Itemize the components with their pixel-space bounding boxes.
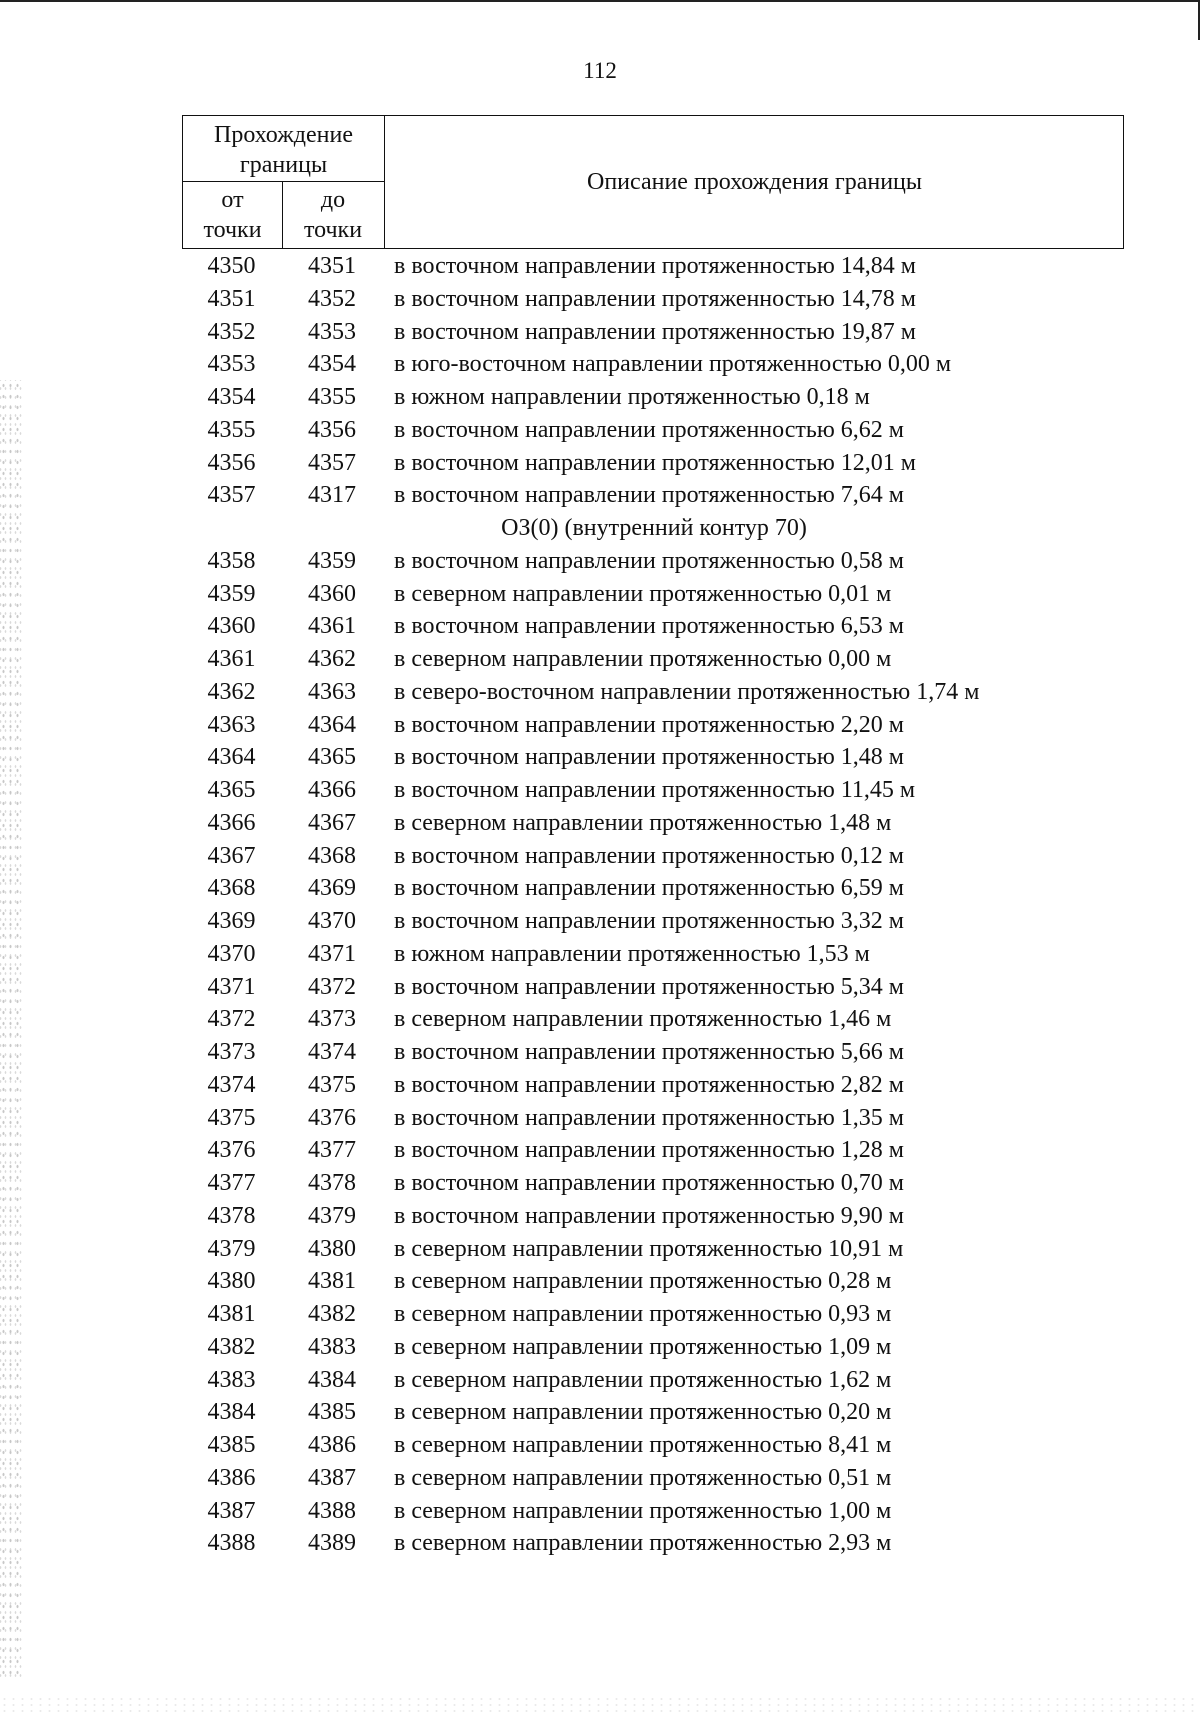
from-point: 4353 xyxy=(207,351,256,378)
from-point: 4359 xyxy=(207,580,256,607)
to-point: 4376 xyxy=(308,1104,356,1131)
page-edge-top xyxy=(0,0,1200,2)
table-row xyxy=(182,676,1124,709)
boundary-description: в южном направлении протяженностью 0,18 м xyxy=(394,384,870,410)
table-row xyxy=(182,741,1124,774)
header-to-point xyxy=(282,182,384,248)
table-row xyxy=(182,348,1124,381)
boundary-description: в восточном направлении протяженностью 1,28 м xyxy=(394,1137,904,1164)
to-point: 4374 xyxy=(308,1039,356,1065)
table-row xyxy=(182,479,1124,512)
table-row xyxy=(182,1167,1124,1200)
from-point: 4367 xyxy=(207,842,256,869)
boundary-description: в восточном направлении протяженностью 1,35 м xyxy=(394,1104,904,1131)
boundary-description: в восточном направлении протяженностью 14,84 м xyxy=(394,253,916,279)
from-point: 4352 xyxy=(207,318,256,345)
table-row xyxy=(182,283,1124,316)
from-point: 4373 xyxy=(207,1039,256,1065)
to-point: 4375 xyxy=(308,1071,356,1098)
to-point: 4362 xyxy=(308,646,356,672)
to-point: 4382 xyxy=(308,1301,356,1327)
from-point: 4364 xyxy=(207,744,256,771)
boundary-description: в северном направлении протяженностью 0,28 м xyxy=(394,1268,892,1295)
from-point: 4360 xyxy=(207,613,256,640)
table-row xyxy=(182,1102,1124,1135)
to-point: 4383 xyxy=(308,1333,356,1360)
table-row xyxy=(182,1036,1124,1069)
from-point: 4378 xyxy=(207,1202,256,1229)
boundary-description: в северном направлении протяженностью 0,20 м xyxy=(394,1399,892,1426)
table-row xyxy=(182,1527,1124,1560)
boundary-description: в северном направлении протяженностью 1,00 м xyxy=(394,1497,892,1524)
header-divider-main xyxy=(384,116,385,248)
boundary-description: в восточном направлении протяженностью 19,87 м xyxy=(394,318,916,345)
table-row xyxy=(182,414,1124,447)
to-point: 4381 xyxy=(308,1268,356,1295)
boundary-description: в северном направлении протяженностью 0,00 м xyxy=(394,646,892,672)
table-row xyxy=(182,250,1124,283)
from-point: 4372 xyxy=(207,1006,256,1033)
from-point: 4386 xyxy=(207,1464,256,1491)
header-to-line2: точки xyxy=(303,217,363,243)
to-point: 4377 xyxy=(308,1137,356,1164)
boundary-description: в восточном направлении протяженностью 3,32 м xyxy=(394,908,904,934)
to-point: 4386 xyxy=(308,1432,356,1458)
to-point: 4361 xyxy=(308,613,356,640)
from-point: 4354 xyxy=(207,384,256,410)
from-point: 4385 xyxy=(207,1432,256,1458)
table-row xyxy=(182,1233,1124,1266)
to-point: 4384 xyxy=(308,1366,356,1393)
to-point: 4370 xyxy=(308,908,356,934)
boundary-description: в северном направлении протяженностью 1,46 м xyxy=(394,1006,892,1033)
boundary-description: в восточном направлении протяженностью 5,66 м xyxy=(394,1039,904,1065)
to-point: 4353 xyxy=(308,318,356,345)
from-point: 4387 xyxy=(207,1497,256,1524)
table-row xyxy=(182,610,1124,643)
header-to-line1: до xyxy=(320,187,346,213)
table-row xyxy=(182,1462,1124,1495)
from-point: 4351 xyxy=(207,285,256,312)
from-point: 4377 xyxy=(207,1170,256,1196)
to-point: 4371 xyxy=(308,940,356,967)
boundary-description: в восточном направлении протяженностью 2,20 м xyxy=(394,711,904,738)
table-row xyxy=(182,774,1124,807)
header-from-line1: от xyxy=(221,187,244,213)
boundary-description: в северном направлении протяженностью 0,51 м xyxy=(394,1464,892,1491)
from-point: 4357 xyxy=(207,482,256,509)
table-row xyxy=(182,905,1124,938)
to-point: 4356 xyxy=(308,416,356,443)
table-row xyxy=(182,971,1124,1004)
from-point: 4383 xyxy=(207,1366,256,1393)
table-row xyxy=(182,1200,1124,1233)
table-row xyxy=(182,1429,1124,1462)
table-row xyxy=(182,381,1124,414)
boundary-description: в восточном направлении протяженностью 6,62 м xyxy=(394,416,904,443)
table-row xyxy=(182,1265,1124,1298)
to-point: 4388 xyxy=(308,1497,356,1524)
header-from-point xyxy=(183,182,282,248)
to-point: 4373 xyxy=(308,1006,356,1033)
table-row xyxy=(182,1003,1124,1036)
to-point: 4365 xyxy=(308,744,356,771)
table-row xyxy=(182,709,1124,742)
from-point: 4361 xyxy=(207,646,256,672)
boundary-description: в северном направлении протяженностью 8,41 м xyxy=(394,1432,892,1458)
to-point: 4357 xyxy=(308,449,356,476)
from-point: 4366 xyxy=(207,809,256,836)
boundary-description: в восточном направлении протяженностью 9,90 м xyxy=(394,1202,904,1229)
boundary-description: в южном направлении протяженностью 1,53 м xyxy=(394,940,870,967)
from-point: 4384 xyxy=(207,1399,256,1426)
table-row xyxy=(182,1495,1124,1528)
section-row xyxy=(182,512,1124,545)
to-point: 4379 xyxy=(308,1202,356,1229)
from-point: 4370 xyxy=(207,940,256,967)
boundary-description: в северном направлении протяженностью 1,48 м xyxy=(394,809,892,836)
boundary-description: в восточном направлении протяженностью 0,12 м xyxy=(394,842,904,869)
from-point: 4382 xyxy=(207,1333,256,1360)
boundary-description: в восточном направлении протяженностью 11,45 м xyxy=(394,777,916,803)
boundary-description: в северном направлении протяженностью 2,93 м xyxy=(394,1530,892,1557)
to-point: 4378 xyxy=(308,1170,356,1196)
table-header xyxy=(182,115,1124,249)
table-row xyxy=(182,1069,1124,1102)
to-point: 4317 xyxy=(308,482,356,509)
boundary-description: в восточном направлении протяженностью 5,34 м xyxy=(394,973,904,1000)
table-row xyxy=(182,1331,1124,1364)
boundary-description: в северо-восточном направлении протяженностью 1,74 м xyxy=(394,678,980,705)
table-row xyxy=(182,1364,1124,1397)
from-point: 4380 xyxy=(207,1268,256,1295)
boundary-description: в северном направлении протяженностью 0,93 м xyxy=(394,1301,892,1327)
from-point: 4365 xyxy=(207,777,256,803)
header-boundary-passage xyxy=(183,116,384,182)
to-point: 4367 xyxy=(308,809,356,836)
boundary-description: в восточном направлении протяженностью 0,58 м xyxy=(394,547,904,574)
to-point: 4369 xyxy=(308,875,356,902)
from-point: 4363 xyxy=(207,711,256,738)
boundary-description: в восточном направлении протяженностью 1,48 м xyxy=(394,744,904,771)
to-point: 4352 xyxy=(308,285,356,312)
table-row xyxy=(182,1396,1124,1429)
to-point: 4364 xyxy=(308,711,356,738)
table-row xyxy=(182,1298,1124,1331)
table-row xyxy=(182,872,1124,905)
header-boundary-passage-line2: границы xyxy=(239,152,328,178)
table-row xyxy=(182,807,1124,840)
boundary-description: в восточном направлении протяженностью 2,82 м xyxy=(394,1071,904,1098)
boundary-description: в восточном направлении протяженностью 7,64 м xyxy=(394,482,904,509)
from-point: 4375 xyxy=(207,1104,256,1131)
from-point: 4374 xyxy=(207,1071,256,1098)
scan-noise-bottom xyxy=(0,1696,1200,1712)
to-point: 4385 xyxy=(308,1399,356,1426)
section-title: ОЗ(0) (внутренний контур 70) xyxy=(501,515,807,541)
from-point: 4358 xyxy=(207,547,256,574)
from-point: 4369 xyxy=(207,908,256,934)
to-point: 4351 xyxy=(308,253,356,279)
to-point: 4360 xyxy=(308,580,356,607)
to-point: 4354 xyxy=(308,351,356,378)
table-row xyxy=(182,938,1124,971)
table-row xyxy=(182,840,1124,873)
to-point: 4372 xyxy=(308,973,356,1000)
from-point: 4379 xyxy=(207,1235,256,1262)
boundary-description: в северном направлении протяженностью 10,91 м xyxy=(394,1235,904,1262)
from-point: 4388 xyxy=(207,1530,256,1557)
boundary-description: в восточном направлении протяженностью 6,59 м xyxy=(394,875,904,902)
boundary-description: в восточном направлении протяженностью 14,78 м xyxy=(394,285,916,312)
to-point: 4368 xyxy=(308,842,356,869)
header-boundary-passage-line1: Прохождение xyxy=(213,122,353,148)
to-point: 4363 xyxy=(308,678,356,705)
from-point: 4376 xyxy=(207,1137,256,1164)
table-row xyxy=(182,643,1124,676)
to-point: 4366 xyxy=(308,777,356,803)
to-point: 4389 xyxy=(308,1530,356,1557)
to-point: 4359 xyxy=(308,547,356,574)
from-point: 4381 xyxy=(207,1301,256,1327)
boundary-description: в восточном направлении протяженностью 6,53 м xyxy=(394,613,904,640)
boundary-description: в юго-восточном направлении протяженностью 0,00 м xyxy=(394,351,952,378)
from-point: 4371 xyxy=(207,973,256,1000)
table-row xyxy=(182,578,1124,611)
header-description: Описание прохождения границы xyxy=(586,168,922,195)
scan-noise-left xyxy=(0,380,22,1680)
table-row xyxy=(182,447,1124,480)
table-row xyxy=(182,545,1124,578)
table-body xyxy=(182,250,1124,1560)
boundary-description: в северном направлении протяженностью 1,09 м xyxy=(394,1333,892,1360)
from-point: 4362 xyxy=(207,678,256,705)
from-point: 4356 xyxy=(207,449,256,476)
page-number: 112 xyxy=(583,58,617,83)
boundary-description: в восточном направлении протяженностью 0,70 м xyxy=(394,1170,904,1196)
from-point: 4350 xyxy=(207,253,256,279)
from-point: 4355 xyxy=(207,416,256,443)
boundary-description: в северном направлении протяженностью 0,01 м xyxy=(394,580,892,607)
table-row xyxy=(182,316,1124,349)
to-point: 4380 xyxy=(308,1235,356,1262)
to-point: 4355 xyxy=(308,384,356,410)
table-row xyxy=(182,1134,1124,1167)
boundary-description: в восточном направлении протяженностью 12,01 м xyxy=(394,449,916,476)
from-point: 4368 xyxy=(207,875,256,902)
boundary-description: в северном направлении протяженностью 1,62 м xyxy=(394,1366,892,1393)
to-point: 4387 xyxy=(308,1464,356,1491)
header-from-line2: точки xyxy=(203,217,262,243)
